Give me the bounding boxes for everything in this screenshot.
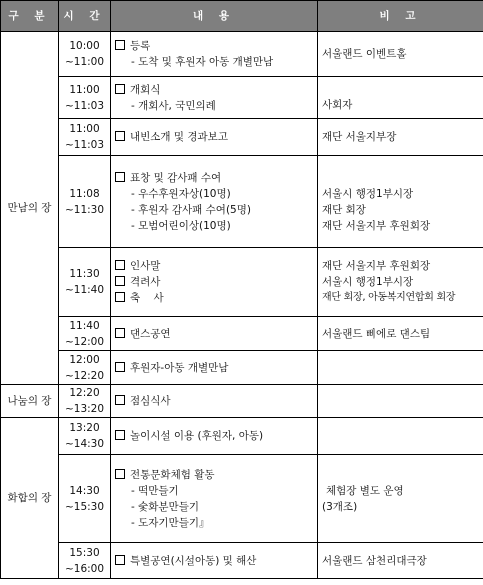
note-text: (3개조)	[322, 500, 358, 513]
checkbox-square-icon	[115, 172, 125, 182]
table-row	[1, 543, 483, 579]
item-label: 내빈소개 및 경과보고	[130, 131, 228, 143]
checkbox-square-icon	[115, 328, 125, 338]
checkbox-square-icon	[115, 292, 125, 302]
time-cell	[59, 77, 111, 119]
checkbox-square-icon	[115, 395, 125, 405]
content-item	[115, 360, 313, 376]
section-meeting: 만남의 장	[1, 32, 59, 385]
time-start: 13:20	[69, 422, 100, 434]
time-end: ~11:00	[64, 56, 105, 68]
item-label: 후원자-아동 개별만남	[130, 361, 229, 374]
note-cell	[318, 455, 483, 543]
content-item	[115, 428, 313, 444]
item-label: 개회식	[130, 83, 161, 96]
item-label: 격려사	[130, 276, 161, 288]
content-cell	[111, 317, 318, 351]
item-label: 등록	[130, 40, 151, 52]
time-start: 11:30	[69, 268, 100, 280]
item-label: 전통문화체험 활동	[130, 468, 215, 481]
table-row	[1, 248, 483, 317]
note-text: 서울랜드 삼천리대극장	[322, 554, 427, 567]
time-cell	[59, 385, 111, 418]
time-start: 11:00	[69, 83, 100, 96]
note-cell	[318, 317, 483, 351]
time-start: 10:00	[69, 40, 100, 52]
note-text: 서울시 행정1부시장	[322, 276, 414, 288]
content-cell	[111, 455, 318, 543]
note-cell	[318, 248, 483, 317]
note-text: 재단 서울지부 후원회장	[322, 260, 431, 272]
section-sharing: 나눔의 장	[1, 385, 59, 418]
checkbox-square-icon	[115, 260, 125, 270]
time-cell	[59, 119, 111, 156]
content-cell	[111, 385, 318, 418]
table-row	[1, 351, 483, 385]
time-end: ~13:20	[64, 403, 105, 415]
time-end: ~16:00	[64, 562, 105, 575]
table-header-row	[1, 1, 483, 32]
note-text: 사회자	[322, 98, 353, 111]
time-cell	[59, 248, 111, 317]
content-subitem: - 개회사, 국민의례	[131, 99, 216, 112]
header-content: 내 용	[111, 1, 318, 32]
item-label: 놀이시설 이용 (후원자, 아동)	[130, 430, 264, 442]
content-item	[115, 274, 313, 290]
table-row	[1, 385, 483, 418]
note-cell	[318, 351, 483, 385]
content-subitem: - 모범어린이상(10명)	[131, 219, 231, 232]
time-cell	[59, 351, 111, 385]
note-cell	[318, 543, 483, 579]
checkbox-square-icon	[115, 469, 125, 479]
table-row	[1, 317, 483, 351]
checkbox-square-icon	[115, 362, 125, 372]
note-cell	[318, 119, 483, 156]
content-item	[115, 170, 313, 186]
checkbox-square-icon	[115, 40, 125, 50]
note-text: 체험장 별도 운영	[326, 484, 404, 497]
table-row	[1, 77, 483, 119]
note-text: 서울랜드 삐에로 댄스팀	[322, 327, 431, 340]
item-label: 축 사	[130, 292, 164, 304]
checkbox-square-icon	[115, 430, 125, 440]
item-label: 인사말	[130, 260, 161, 272]
content-subitem: - 후원자 감사패 수여(5명)	[131, 203, 251, 216]
content-subitem: - 도착 및 후원자 아동 개별만남	[131, 56, 274, 68]
note-text: 재단 회장	[322, 203, 366, 216]
content-subitem: - 도자기만들기』	[131, 516, 210, 529]
time-cell	[59, 455, 111, 543]
section-harmony: 화합의 장	[1, 418, 59, 579]
time-start: 12:20	[69, 387, 100, 399]
content-cell	[111, 351, 318, 385]
note-text: 재단 서울지부장	[322, 131, 397, 143]
checkbox-square-icon	[115, 555, 125, 565]
checkbox-square-icon	[115, 276, 125, 286]
time-end: ~15:30	[64, 500, 105, 513]
content-cell	[111, 119, 318, 156]
content-cell	[111, 32, 318, 77]
content-cell	[111, 77, 318, 119]
note-cell	[318, 418, 483, 455]
table-row	[1, 418, 483, 455]
note-cell	[318, 77, 483, 119]
item-label: 댄스공연	[130, 327, 171, 340]
time-start: 11:40	[69, 319, 100, 332]
header-note: 비 고	[318, 1, 483, 32]
content-cell	[111, 156, 318, 248]
item-label: 점심식사	[130, 395, 171, 407]
content-item	[115, 38, 313, 54]
content-item	[115, 393, 313, 409]
note-text: 재단 서울지부 후원회장	[322, 219, 431, 232]
time-start: 11:00	[69, 123, 100, 135]
time-start: 12:00	[69, 353, 100, 366]
content-item	[115, 290, 313, 306]
content-item	[115, 129, 313, 145]
time-end: ~12:00	[64, 335, 105, 348]
content-subitem: - 떡만들기	[131, 484, 179, 497]
content-cell	[111, 543, 318, 579]
note-text: 서울시 행정1부시장	[322, 187, 414, 200]
content-cell	[111, 418, 318, 455]
content-item	[115, 326, 313, 342]
note-cell	[318, 156, 483, 248]
time-start: 15:30	[69, 546, 100, 559]
time-cell	[59, 543, 111, 579]
note-cell	[318, 385, 483, 418]
time-cell	[59, 32, 111, 77]
time-cell	[59, 317, 111, 351]
item-label: 특별공연(시설아동) 및 해산	[130, 554, 257, 567]
table-row	[1, 156, 483, 248]
time-end: ~12:20	[64, 369, 105, 382]
time-start: 11:08	[69, 187, 100, 200]
time-start: 14:30	[69, 484, 100, 497]
checkbox-square-icon	[115, 84, 125, 94]
checkbox-square-icon	[115, 131, 125, 141]
table-row	[1, 32, 483, 77]
content-subitem: - 우수후원자상(10명)	[131, 187, 231, 200]
note-cell	[318, 32, 483, 77]
time-end: ~14:30	[64, 438, 105, 450]
table-row	[1, 119, 483, 156]
time-end: ~11:30	[64, 203, 105, 216]
note-text: 서울랜드 이벤트홀	[322, 48, 407, 60]
content-item	[115, 82, 313, 98]
content-cell	[111, 248, 318, 317]
item-label: 표창 및 감사패 수여	[130, 171, 222, 184]
note-text: 재단 회장, 아동복지연합회 회장	[322, 292, 456, 303]
time-end: ~11:03	[64, 139, 105, 151]
time-cell	[59, 418, 111, 455]
table-row	[1, 455, 483, 543]
content-item	[115, 467, 313, 483]
content-item	[115, 258, 313, 274]
header-section: 구 분	[1, 1, 59, 32]
time-end: ~11:03	[64, 99, 105, 112]
content-item	[115, 553, 313, 569]
time-cell	[59, 156, 111, 248]
time-end: ~11:40	[64, 284, 105, 296]
content-subitem: - 숯화분만들기	[131, 500, 199, 513]
header-time: 시 간	[59, 1, 111, 32]
